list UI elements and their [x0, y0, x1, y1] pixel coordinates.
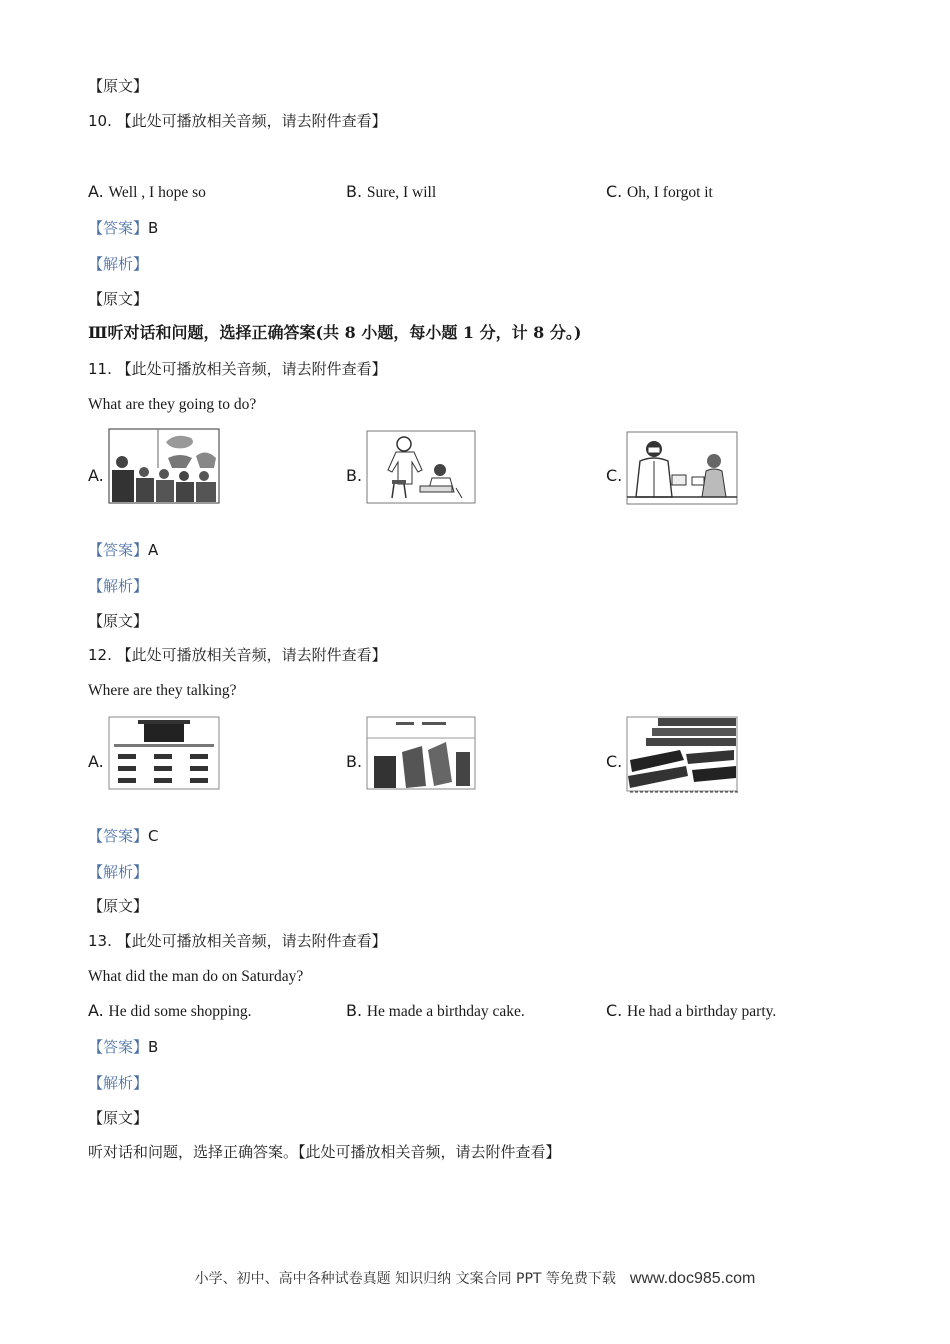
q12-option-a-image[interactable]: [108, 716, 220, 792]
option-letter: B.: [346, 182, 363, 201]
question-number: 12.: [88, 646, 112, 664]
question-13-text: What did the man do on Saturday?: [88, 968, 304, 985]
q12-option-a[interactable]: [88, 752, 104, 772]
question-12-header: [88, 645, 387, 665]
q10-analysis-label: 【解析】: [88, 255, 149, 273]
answer-value: A: [148, 541, 159, 559]
option-text: He made a birthday cake.: [366, 1003, 525, 1020]
q11-option-b-image[interactable]: [366, 430, 476, 504]
option-letter: B.: [346, 466, 363, 485]
option-letter: B.: [346, 1001, 363, 1020]
q13-answer: [88, 1037, 158, 1057]
answer-value: B: [148, 1038, 159, 1056]
q13-analysis-label: 【解析】: [88, 1074, 149, 1092]
question-number: 10.: [88, 112, 112, 130]
q12-option-c[interactable]: [606, 752, 622, 772]
q11-original-label: 【原文】: [88, 612, 149, 630]
option-text: He did some shopping.: [108, 1003, 252, 1020]
page-footer: [0, 1268, 950, 1288]
q13-original-label: 【原文】: [88, 1109, 149, 1127]
q12-original-label: 【原文】: [88, 897, 149, 915]
question-10-header: [88, 111, 387, 131]
option-text: He had a birthday party.: [627, 1003, 777, 1020]
audio-note: 【此处可播放相关音频，请去附件查看】: [116, 112, 387, 130]
answer-value: B: [148, 219, 159, 237]
listening-instruction: 听对话和问题，选择正确答案。【此处可播放相关音频，请去附件查看】: [88, 1143, 561, 1161]
q10-option-c[interactable]: [606, 182, 713, 203]
q12-answer: [88, 826, 159, 846]
question-11-header: [88, 359, 387, 379]
q10-option-a[interactable]: [88, 182, 206, 203]
audio-note: 【此处可播放相关音频，请去附件查看】: [116, 932, 387, 950]
option-letter: C.: [606, 466, 623, 485]
option-letter: C.: [606, 752, 623, 771]
q13-option-b[interactable]: [346, 1001, 525, 1022]
q11-option-c-image[interactable]: [626, 431, 738, 507]
question-number: 13.: [88, 932, 112, 950]
question-number: 11.: [88, 360, 112, 378]
original-label: 【原文】: [88, 77, 149, 95]
question-13-header: [88, 931, 387, 951]
section-3-title: Ⅲ听对话和问题，选择正确答案(共 8 小题，每小题 1 分，计 8 分。): [88, 323, 582, 342]
q11-answer: [88, 540, 158, 560]
footer-site-link[interactable]: www.doc985.com: [629, 1270, 756, 1287]
q12-option-b[interactable]: [346, 752, 362, 772]
q10-option-b[interactable]: [346, 182, 436, 203]
q10-answer: [88, 218, 158, 238]
answer-label: 【答案】: [88, 1038, 149, 1056]
q11-option-a[interactable]: [88, 466, 104, 486]
q12-option-b-image[interactable]: [366, 716, 476, 792]
q13-option-c[interactable]: [606, 1001, 776, 1022]
option-letter: C.: [606, 182, 623, 201]
q11-option-a-image[interactable]: [108, 428, 220, 504]
q12-option-c-image[interactable]: [626, 716, 740, 796]
q11-option-c[interactable]: [606, 466, 622, 486]
answer-value: C: [148, 827, 159, 845]
q11-option-b[interactable]: [346, 466, 362, 486]
option-letter: A.: [88, 466, 104, 485]
q10-original-label: 【原文】: [88, 290, 149, 308]
question-11-text: What are they going to do?: [88, 396, 257, 413]
audio-note: 【此处可播放相关音频，请去附件查看】: [116, 646, 387, 664]
answer-label: 【答案】: [88, 827, 149, 845]
option-text: Oh, I forgot it: [627, 184, 713, 201]
option-letter: B.: [346, 752, 363, 771]
option-letter: A.: [88, 182, 104, 201]
option-letter: A.: [88, 1001, 104, 1020]
audio-note: 【此处可播放相关音频，请去附件查看】: [116, 360, 387, 378]
option-letter: A.: [88, 752, 104, 771]
question-12-text: Where are they talking?: [88, 682, 237, 699]
q12-analysis-label: 【解析】: [88, 863, 149, 881]
answer-label: 【答案】: [88, 219, 149, 237]
answer-label: 【答案】: [88, 541, 149, 559]
q13-option-a[interactable]: [88, 1001, 251, 1022]
option-letter: C.: [606, 1001, 623, 1020]
footer-text: 小学、初中、高中各种试卷真题 知识归纳 文案合同 PPT 等免费下载: [194, 1271, 616, 1287]
option-text: Sure, I will: [366, 184, 437, 201]
option-text: Well , I hope so: [108, 184, 206, 201]
q11-analysis-label: 【解析】: [88, 577, 149, 595]
